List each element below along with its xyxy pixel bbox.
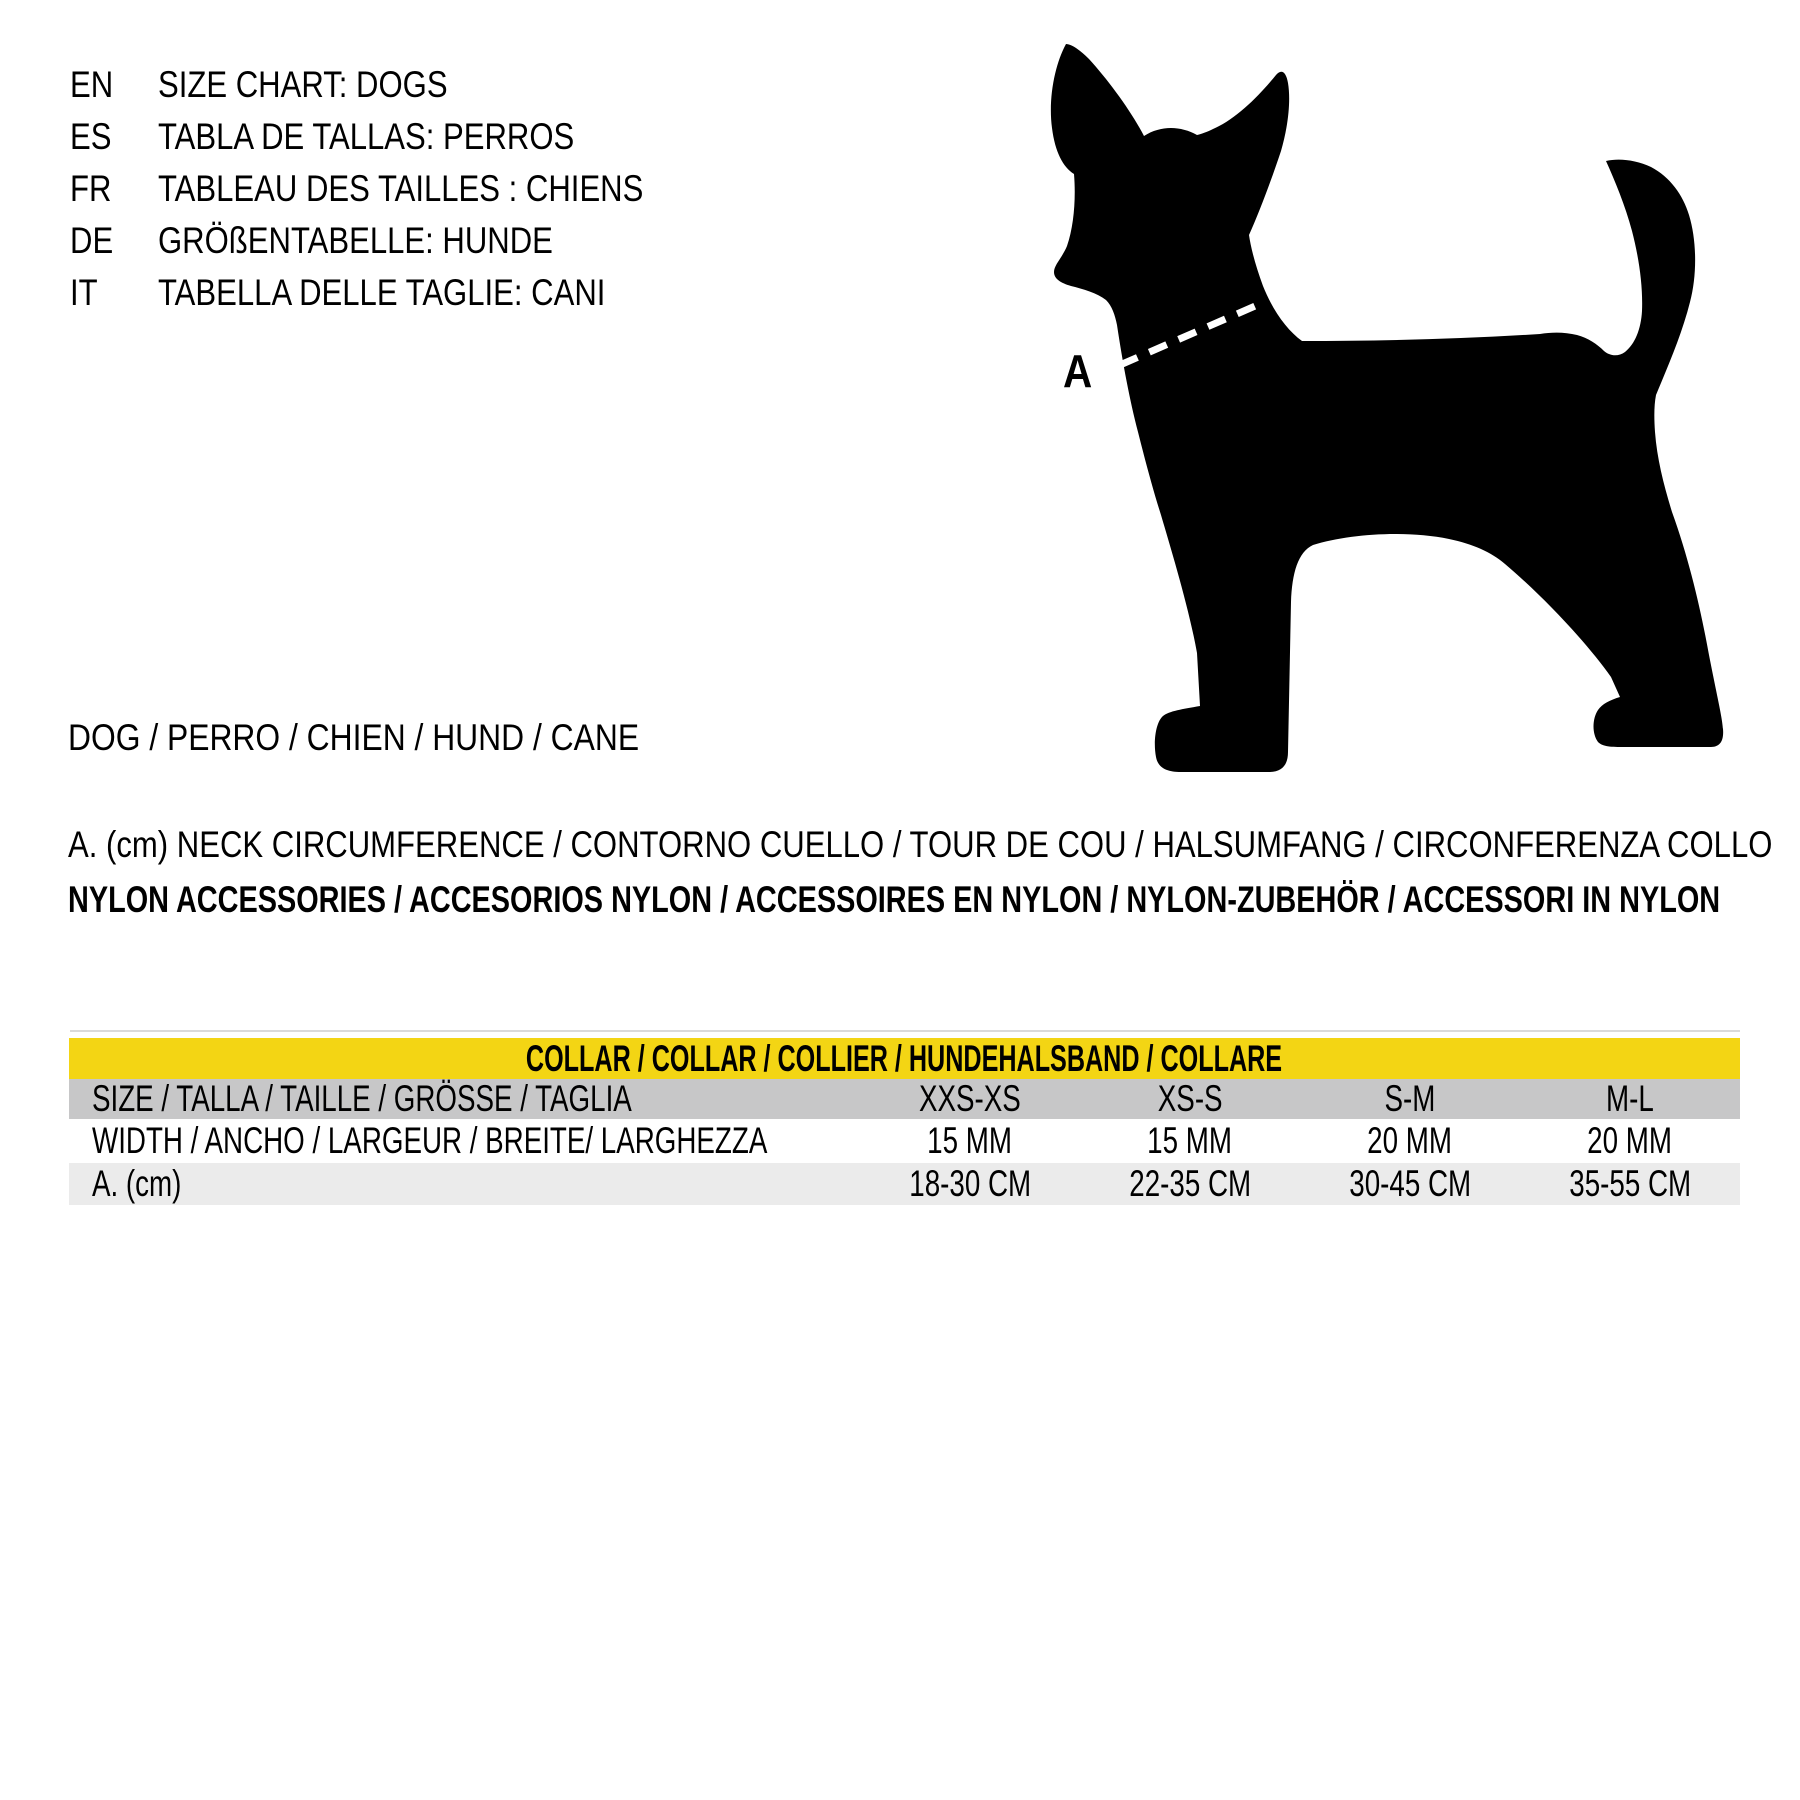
cell-value: 35-55 CM xyxy=(1569,1163,1691,1204)
language-code: FR xyxy=(70,168,112,209)
language-title: TABLA DE TALLAS: PERROS xyxy=(158,116,575,157)
measure-label-a: A xyxy=(1063,345,1093,397)
row-label: A. (cm) xyxy=(92,1163,182,1204)
language-list xyxy=(70,59,736,319)
cell-value: XXS-XS xyxy=(919,1078,1021,1119)
table-header: COLLAR / COLLAR / COLLIER / HUNDEHALSBAND / COLLARE xyxy=(69,1038,1740,1079)
language-row xyxy=(70,267,736,319)
language-code: EN xyxy=(70,64,114,105)
table-row-size xyxy=(69,1079,1740,1119)
language-title: TABLEAU DES TAILLES : CHIENS xyxy=(158,168,644,209)
table-row-neck-circumference xyxy=(69,1163,1740,1205)
table-top-rule xyxy=(70,1030,1740,1032)
material-note: NYLON ACCESSORIES / ACCESORIOS NYLON / ACCESSOIRES EN NYLON / NYLON-ZUBEHÖR / ACCESSORI IN NYLON xyxy=(68,879,1721,920)
dog-body-shape xyxy=(1051,44,1723,772)
cell-value: 20 MM xyxy=(1367,1120,1453,1161)
language-row xyxy=(70,163,736,215)
language-title: SIZE CHART: DOGS xyxy=(158,64,448,105)
cell-value: 15 MM xyxy=(927,1120,1013,1161)
cell-value: 22-35 CM xyxy=(1129,1163,1251,1204)
cell-value: S-M xyxy=(1384,1078,1436,1119)
cell-value: M-L xyxy=(1606,1078,1654,1119)
language-code: IT xyxy=(70,272,98,313)
row-label: WIDTH / ANCHO / LARGEUR / BREITE/ LARGHEZZA xyxy=(92,1120,768,1161)
language-code: ES xyxy=(70,116,112,157)
row-label: SIZE / TALLA / TAILLE / GRÖSSE / TAGLIA xyxy=(92,1078,632,1119)
cell-value: 30-45 CM xyxy=(1349,1163,1471,1204)
language-row xyxy=(70,111,736,163)
neck-measurement-note: A. (cm) NECK CIRCUMFERENCE / CONTORNO CUELLO / TOUR DE COU / HALSUMFANG / CIRCONFERENZA COLLO xyxy=(68,824,1773,865)
language-code: DE xyxy=(70,220,114,261)
collar-size-table xyxy=(69,1038,1740,1205)
chihuahua-dog-silhouette-icon xyxy=(1030,30,1740,775)
dog-caption: DOG / PERRO / CHIEN / HUND / CANE xyxy=(68,717,640,758)
language-row xyxy=(70,59,736,111)
cell-value: 18-30 CM xyxy=(909,1163,1031,1204)
table-row-width xyxy=(69,1119,1740,1163)
cell-value: XS-S xyxy=(1157,1078,1223,1119)
language-title: GRÖßENTABELLE: HUNDE xyxy=(158,220,553,261)
language-row xyxy=(70,215,736,267)
cell-value: 15 MM xyxy=(1147,1120,1233,1161)
cell-value: 20 MM xyxy=(1587,1120,1673,1161)
language-title: TABELLA DELLE TAGLIE: CANI xyxy=(158,272,606,313)
